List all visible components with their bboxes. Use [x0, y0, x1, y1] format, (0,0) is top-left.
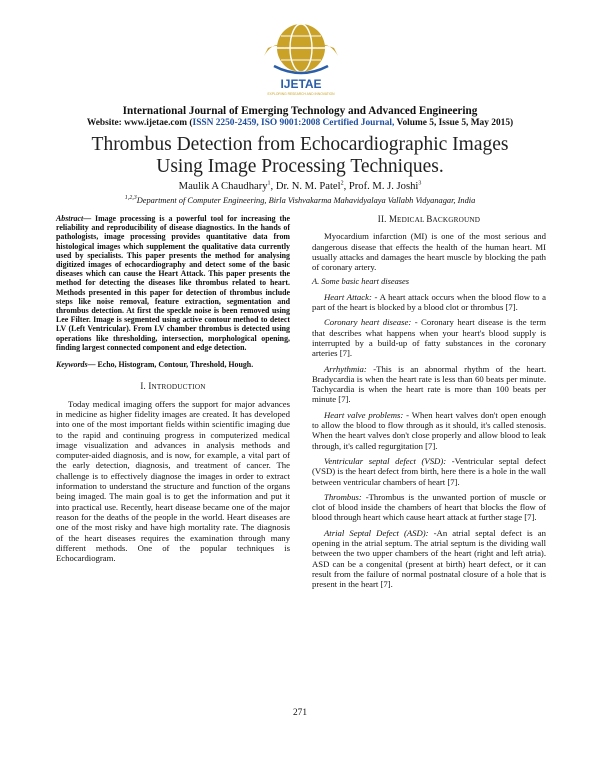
right-column: [312, 214, 546, 595]
intro-heading-first: I: [148, 381, 152, 392]
abstract-dash: —: [83, 214, 96, 223]
affiliation-sup: 1,2,3: [124, 195, 137, 202]
journal-name: International Journal of Emerging Technology and Advanced Engineering: [122, 105, 478, 117]
disease-text: -An atrial septal defect is an opening in the atrial septum. The atrial septum is the dividing wall between the two upper chambers of the heart (right and left atria). ASD can be a congenital (present at birth) heart defect, or it can result from the failure of normal postnatal closure of a hole that is present in the heart [7].: [312, 527, 546, 590]
logo-tagline: EXPLORING RESEARCH AND INNOVATION: [267, 92, 335, 96]
affiliation-text: Department of Computer Engineering, Birla Vishvakarma Mahavidyalaya Vallabh Vidyanagar, India: [136, 196, 476, 205]
author-2: , Dr. N. M. Patel: [270, 181, 341, 192]
disease-text: - When heart valves don't open enough to allow the blood to flow through as it should, it's called stenosis. When the heart valves don't close properly and allow blood to leak through, it's called regurgitation [7].: [312, 409, 546, 451]
disease-term: Heart Attack:: [324, 291, 372, 302]
author-2-sup: 2: [340, 180, 344, 187]
intro-num: I.: [140, 381, 149, 392]
disease-term: Atrial Septal Defect (ASD):: [324, 527, 429, 538]
keywords-label: Keywords: [56, 360, 88, 370]
left-column: [56, 214, 290, 568]
bg-heading-rest: ACKGROUND: [432, 216, 481, 224]
disease-item: [312, 317, 546, 358]
globe-icon: [256, 8, 346, 98]
logo-text: IJETAE: [280, 77, 322, 91]
subsection-heading: A. Some basic heart diseases: [312, 277, 409, 287]
website-suffix: Volume 5, Issue 5, May 2015): [394, 118, 514, 128]
title-line-1: Thrombus Detection from Echocardiographic Images: [91, 134, 509, 155]
section-heading-introduction: [56, 381, 290, 392]
disease-text: - Coronary heart disease is the term that describes what happens when your heart's blood supply is interrupted by a build-up of fatty substances in the coronary arteries [7].: [312, 317, 546, 359]
disease-term: Ventricular septal defect (VSD):: [324, 455, 447, 466]
disease-text: - A heart attack occurs when the blood flow to a part of the heart is blocked by a blood clot or thrombus [7].: [312, 291, 546, 313]
background-intro-paragraph: Myocardium infarction (MI) is one of the most serious and dangerous disease that effects the health of the human heart. MI usually attacks and damages the heart muscle by blocking the path of coronary artery.: [312, 231, 546, 273]
page-number: 271: [292, 708, 308, 718]
affiliation: [0, 196, 600, 205]
bg-heading-first2: B: [426, 214, 433, 224]
disease-term: Arrhythmia:: [324, 363, 367, 374]
disease-item: [312, 528, 546, 590]
bg-heading-first: M: [388, 214, 398, 224]
disease-term: Thrombus:: [324, 491, 362, 502]
disease-text: -Thrombus is the unwanted portion of muscle or clot of blood inside the chambers of heart that blocks the flow of blood through heart which cause heart attack at further stage [7].: [312, 491, 546, 523]
website-prefix: Website: www.ijetae.com (: [86, 118, 193, 128]
author-list: [0, 181, 600, 192]
disease-text: -Ventricular septal defect (VSD) is the heart defect from birth, here there is a hole in the wall between ventricular chambers of heart [7].: [312, 455, 546, 487]
website-cert: ISSN 2250-2459, ISO 9001:2008 Certified Journal,: [192, 118, 395, 128]
keywords: [56, 360, 290, 370]
intro-heading-rest: NTRODUCTION: [151, 383, 206, 392]
journal-logo: [256, 8, 346, 98]
journal-website: [0, 118, 600, 128]
disease-item: [312, 410, 546, 451]
disease-item: [312, 364, 546, 405]
disease-text: -This is an abnormal rhythm of the heart. Bradycardia is when the heart rate is less than 60 beats per minute. Tachycardia is when the heart rate is more than 100 beats per minute [7].: [312, 363, 546, 405]
disease-term: Heart valve problems:: [324, 409, 404, 420]
abstract-label: Abstract: [56, 214, 84, 223]
abstract: [56, 214, 290, 352]
intro-paragraph: Today medical imaging offers the support for major advances in medicine as higher fidelity images are created. It has developed into one of the most important fields within scientific imaging due to the rapid and continuing progress in computerized medical image visualization and advances in analysis methods and computer-aided diagnosis, and is now, for example, a vital part of the early detection, diagnosis, and treatment of cancer. The challenge is to effectively diagnose the images in order to extract information to understand the structure and function of the organs being imaged. The main goal is to get the information and put it into practical use. Recently, heart disease became one of the major reason for the deaths of the people in the world. Heart diseases are one of the most risky and have high mortality rate. The diagnosis of the heart diseases requires the examination through many different methods. One of the popular techniques is Echocardiogram.: [56, 398, 290, 564]
paper-title: [40, 134, 560, 178]
disease-item: [312, 292, 546, 313]
keywords-text: — Echo, Histogram, Contour, Threshold, Hough.: [87, 360, 254, 370]
disease-item: [312, 492, 546, 523]
disease-term: Coronary heart disease:: [324, 317, 412, 328]
author-3-sup: 3: [418, 180, 422, 187]
author-1-sup: 1: [267, 180, 271, 187]
bg-num: II.: [377, 214, 389, 224]
disease-item: [312, 456, 546, 487]
bg-heading-mid: EDICAL: [397, 216, 427, 224]
abstract-text: Image processing is a powerful tool for increasing the reliability and reproducibility of disease diagnostics. In the hands of pathologists, image processing provides quantitative data from histological images which supplement the qualitative data currently used by specialists. This paper presents the method for analysing digitized images of echocardiography and detect some of the basic diseases which can cause the Heart Attack. This paper presents the method for detecting the diseases like thrombus related to heart. Methods presented in this paper for detection of thrombus include steps like noise removal, feature extraction, segmentation and thrombus detection. At first the speckle noise is been removed using Lee Filter. Image is segmented using active contour method to detect LV (Left Ventricular). From LV chamber thrombus is detected using operations like thresholding, intersection, morphological opening, finding largest connected component and edge detection.: [56, 214, 290, 352]
author-1: Maulik A Chaudhary: [178, 181, 268, 192]
section-heading-background: [312, 214, 546, 225]
author-3: , Prof. M. J. Joshi: [343, 181, 419, 192]
title-line-2: Using Image Processing Techniques.: [156, 156, 444, 177]
